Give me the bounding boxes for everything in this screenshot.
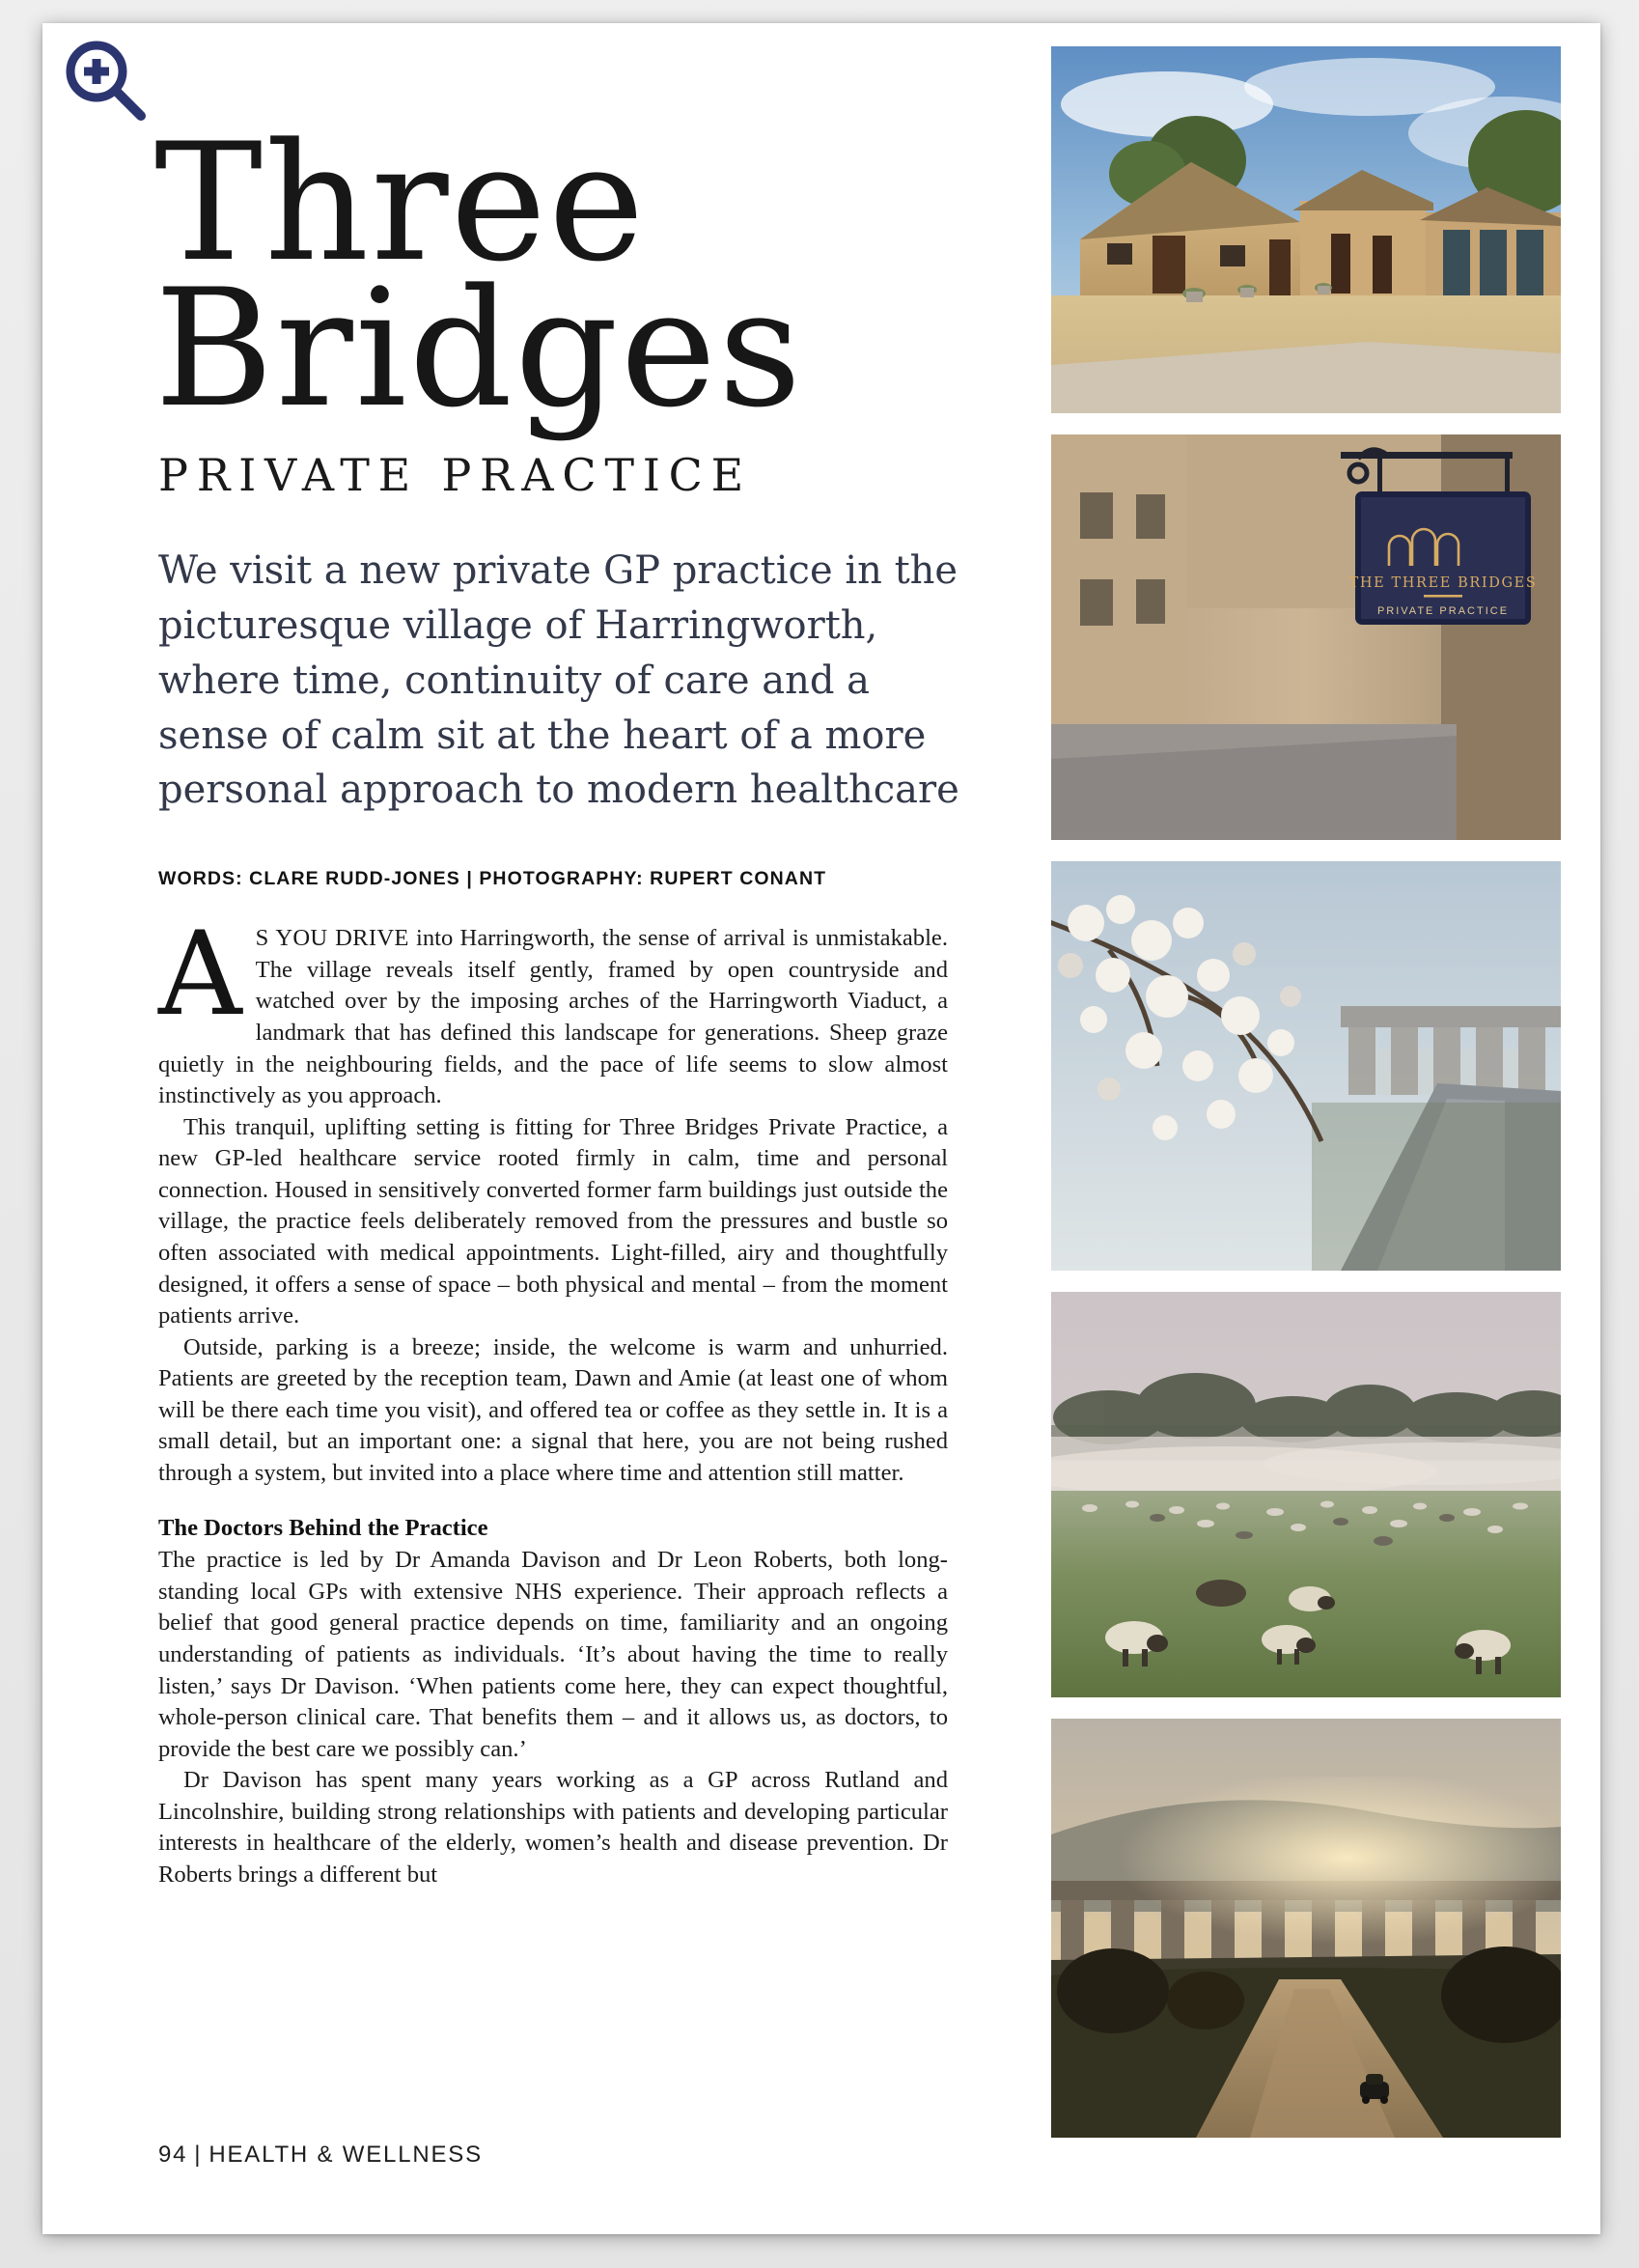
sign-title-text: THE THREE BRIDGES — [1348, 575, 1538, 591]
photo-misty-field-with-sheep — [1051, 1292, 1561, 1697]
zoom-in-button[interactable] — [60, 35, 153, 127]
section-subheading: The Doctors Behind the Practice — [158, 1514, 488, 1541]
folio-section-name: HEALTH & WELLNESS — [208, 2142, 483, 2168]
photo-blossom-and-viaduct — [1051, 861, 1561, 1271]
byline: WORDS: CLARE RUDD-JONES | PHOTOGRAPHY: RUPERT CONANT — [158, 868, 827, 890]
photo-rail — [1051, 46, 1561, 2138]
farm-buildings-image — [1051, 46, 1561, 413]
body-paragraph: The practice is led by Dr Amanda Davison and Dr Leon Roberts, both long-standing local GPs with extensive NHS experience. Their approach reflects a belief that good general practice depends on time, familiarity and an ongoing understanding of patients as individuals. ‘It’s about having the time to really listen,’ says Dr Davison. ‘When patients come here, they can expect thoughtful, whole-person clinical care. That benefits them – and it allows us, as doctors, to provide the best care we possibly can.’ — [158, 1547, 948, 1762]
folio-separator: | — [194, 2142, 203, 2168]
article-body — [158, 908, 948, 1890]
body-paragraph: This tranquil, uplifting setting is fitting for Three Bridges Private Practice, a new GP-led healthcare service rooted firmly in calm, time and personal connection. Housed in sensitively converted former farm buildings just outside the village, the practice feels deliberately removed from the pressures and bustle so often associated with medical appointments. Light-filled, airy and thoughtfully designed, it offers a sense of space – both physical and mental – from the moment patients arrive. — [158, 1113, 948, 1330]
headline-kicker: PRIVATE PRACTICE — [158, 449, 752, 502]
magazine-page — [42, 23, 1600, 2234]
magnifier-plus-icon — [60, 35, 153, 127]
headline-line-1: Three — [154, 108, 647, 297]
lead-rest: into Harringworth, the sense of arrival is unmistakable. The village reveals itself gently, framed by open countryside and watched over by the imposing arches of the Harringworth Viaduct, a landmark that has defined this landscape for generations. Sheep graze quietly in the neighbouring fields, and the pace of life seems to slow almost instinctively as you approach. — [158, 925, 948, 1109]
photo-converted-farm-buildings-courtyard — [1051, 46, 1561, 413]
standfirst: We visit a new private GP practice in the picturesque village of Harringworth, where time, continuity of care and a sense of calm sit at the heart of a more personal approach to modern healthcare — [158, 548, 959, 813]
sign-subtitle-text: PRIVATE PRACTICE — [1376, 605, 1510, 617]
lead-smallcaps: S YOU DRIVE — [255, 925, 409, 952]
page-title — [154, 108, 975, 443]
body-paragraph: Outside, parking is a breeze; inside, the welcome is warm and unhurried. Patients are greeted by the reception team, Dawn and Amie (at least one of whom will be there each time you visit), and offered tea or coffee as they settle in. It is a small detail, but an important one: a signal that here, you are not being rushed through a system, but invited into a place where time and attention still matter. — [158, 1333, 948, 1487]
photo-viaduct-at-sunrise — [1051, 1719, 1561, 2138]
misty-field-image — [1051, 1292, 1561, 1697]
headline-line-2: Bridges — [154, 253, 804, 443]
article-text-column — [116, 108, 975, 2170]
body-paragraph-lead: A S YOU DRIVE into Harringworth, the sense of arrival is unmistakable. The village reveals itself gently, framed by open countryside and watched over by the imposing arches of the Harringworth Viaduct, a landmark that has defined this landscape for generations. Sheep graze quietly in the neighbouring fields, and the pace of life seems to slow almost instinctively as you approach. — [158, 908, 948, 1109]
photo-practice-hanging-sign — [1051, 434, 1561, 840]
viaduct-sunrise-image — [1051, 1719, 1561, 2138]
blossom-viaduct-image — [1051, 861, 1561, 1271]
page-footer — [158, 2142, 483, 2169]
hanging-sign-image — [1051, 434, 1561, 840]
body-paragraph: Dr Davison has spent many years working as a GP across Rutland and Lincolnshire, building strong relationships with patients and developing particular interests in healthcare of the elderly, women’s health and disease prevention. Dr Roberts brings a different but — [158, 1767, 948, 1888]
folio-page-number: 94 — [158, 2142, 188, 2168]
